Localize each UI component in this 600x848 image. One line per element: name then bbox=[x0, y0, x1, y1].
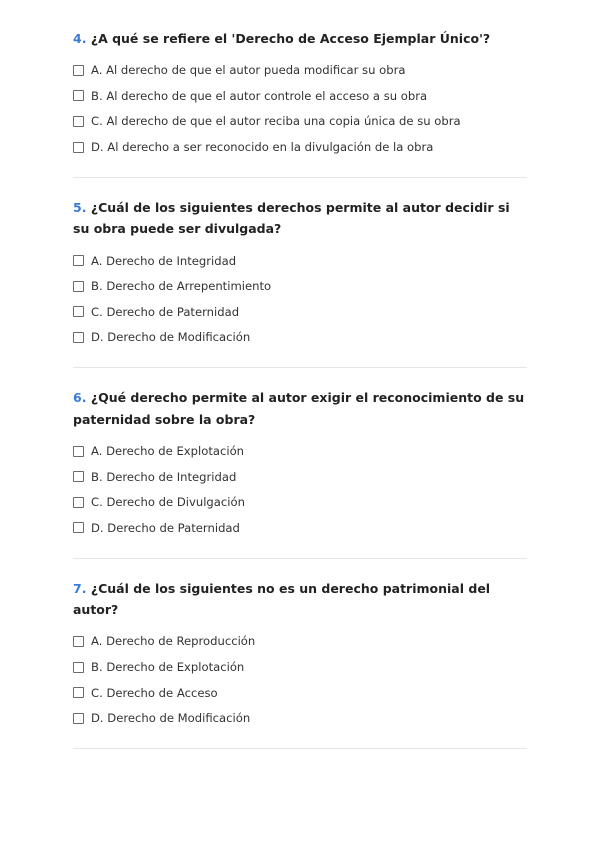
checkbox-icon[interactable] bbox=[73, 713, 84, 724]
option-label: D. Derecho de Modificación bbox=[91, 711, 251, 726]
question-number: 4. bbox=[73, 31, 87, 46]
question-text: ¿A qué se refiere el 'Derecho de Acceso Ejemplar Único'? bbox=[90, 31, 491, 46]
option-label: A. Derecho de Explotación bbox=[91, 444, 245, 459]
checkbox-icon[interactable] bbox=[73, 90, 84, 101]
option-label: D. Derecho de Modificación bbox=[91, 330, 251, 345]
question-title bbox=[73, 387, 527, 430]
option-c[interactable] bbox=[73, 109, 527, 135]
checkbox-icon[interactable] bbox=[73, 446, 84, 457]
option-d[interactable] bbox=[73, 134, 527, 160]
option-label: B. Derecho de Arrepentimiento bbox=[91, 279, 272, 294]
question-title bbox=[73, 28, 527, 50]
question-number: 6. bbox=[73, 390, 87, 406]
option-label: B. Al derecho de que el autor controle el acceso a su obra bbox=[91, 88, 428, 103]
option-a[interactable] bbox=[73, 248, 527, 274]
option-list bbox=[73, 438, 527, 540]
checkbox-icon[interactable] bbox=[73, 522, 84, 533]
option-label: A. Derecho de Integridad bbox=[91, 253, 237, 268]
option-c[interactable] bbox=[73, 489, 527, 515]
checkbox-icon[interactable] bbox=[73, 255, 84, 266]
option-d[interactable] bbox=[73, 705, 527, 731]
option-label: B. Derecho de Integridad bbox=[91, 469, 237, 484]
question-6 bbox=[73, 387, 527, 558]
question-text: ¿Cuál de los siguientes no es un derecho patrimonial del autor? bbox=[73, 580, 491, 618]
option-label: C. Derecho de Divulgación bbox=[91, 495, 245, 510]
option-c[interactable] bbox=[73, 299, 527, 325]
question-4 bbox=[73, 28, 527, 178]
question-5 bbox=[73, 197, 527, 368]
option-label: B. Derecho de Explotación bbox=[91, 660, 245, 675]
checkbox-icon[interactable] bbox=[73, 116, 84, 127]
option-label: A. Derecho de Reproducción bbox=[91, 634, 256, 649]
option-a[interactable] bbox=[73, 58, 527, 84]
quiz-list bbox=[73, 28, 527, 768]
option-label: D. Derecho de Paternidad bbox=[91, 520, 240, 535]
option-b[interactable] bbox=[73, 464, 527, 490]
option-list bbox=[73, 629, 527, 731]
option-d[interactable] bbox=[73, 325, 527, 351]
option-b[interactable] bbox=[73, 654, 527, 680]
option-label: C. Derecho de Acceso bbox=[91, 685, 218, 700]
checkbox-icon[interactable] bbox=[73, 281, 84, 292]
option-label: D. Al derecho a ser reconocido en la divulgación de la obra bbox=[91, 140, 434, 155]
option-label: A. Al derecho de que el autor pueda modificar su obra bbox=[91, 63, 406, 78]
question-title bbox=[73, 578, 527, 621]
option-a[interactable] bbox=[73, 629, 527, 655]
checkbox-icon[interactable] bbox=[73, 471, 84, 482]
checkbox-icon[interactable] bbox=[73, 662, 84, 673]
option-label: C. Al derecho de que el autor reciba una copia única de su obra bbox=[91, 114, 461, 129]
option-c[interactable] bbox=[73, 680, 527, 706]
checkbox-icon[interactable] bbox=[73, 65, 84, 76]
checkbox-icon[interactable] bbox=[73, 306, 84, 317]
checkbox-icon[interactable] bbox=[73, 687, 84, 698]
option-d[interactable] bbox=[73, 515, 527, 541]
question-7 bbox=[73, 578, 527, 749]
question-text: ¿Cuál de los siguientes derechos permite al autor decidir si su obra puede ser divulgada? bbox=[73, 199, 510, 237]
option-b[interactable] bbox=[73, 273, 527, 299]
question-text: ¿Qué derecho permite al autor exigir el reconocimiento de su paternidad sobre la obra? bbox=[73, 390, 525, 427]
checkbox-icon[interactable] bbox=[73, 497, 84, 508]
question-title bbox=[73, 197, 527, 240]
option-a[interactable] bbox=[73, 438, 527, 464]
option-label: C. Derecho de Paternidad bbox=[91, 304, 240, 319]
checkbox-icon[interactable] bbox=[73, 142, 84, 153]
option-b[interactable] bbox=[73, 83, 527, 109]
option-list bbox=[73, 58, 527, 160]
checkbox-icon[interactable] bbox=[73, 636, 84, 647]
question-number: 5. bbox=[73, 199, 87, 215]
option-list bbox=[73, 248, 527, 350]
question-number: 7. bbox=[73, 580, 87, 596]
checkbox-icon[interactable] bbox=[73, 332, 84, 343]
